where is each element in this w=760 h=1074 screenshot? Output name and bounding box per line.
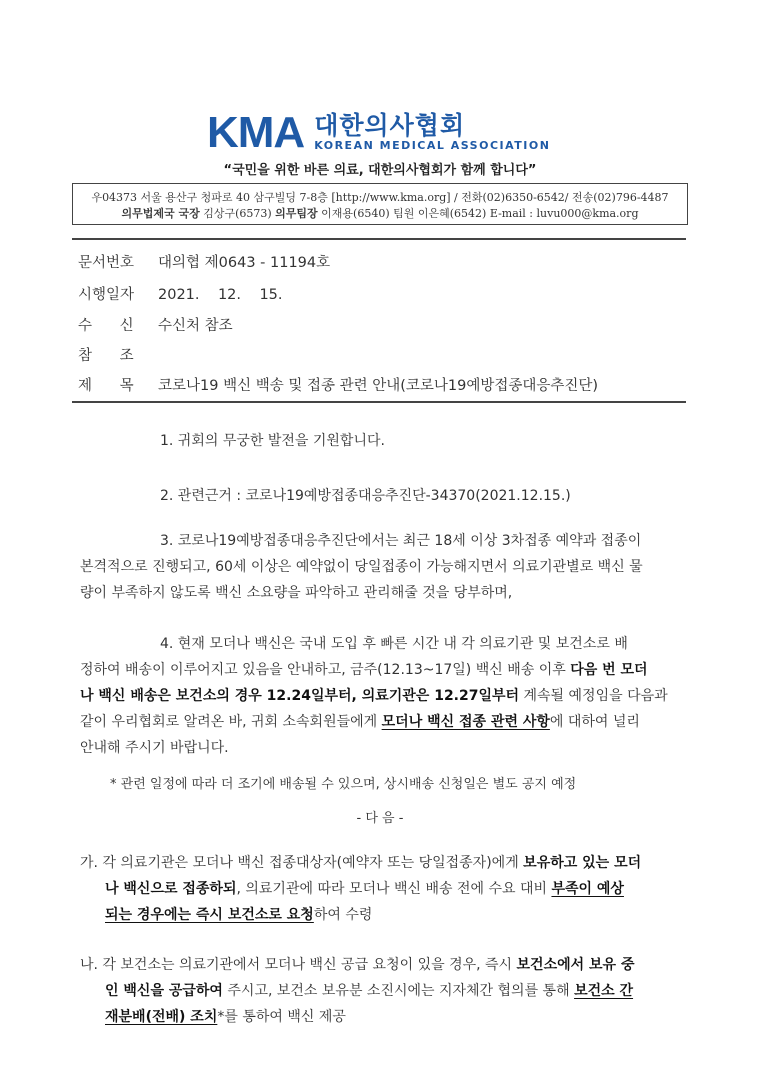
item-na-line-3: 재분배(전배) 조치*를 통하여 백신 제공 bbox=[105, 1009, 346, 1025]
meta-divider bbox=[72, 401, 686, 403]
header-divider bbox=[72, 238, 686, 240]
paragraph-3-line-2: 본격적으로 진행되고, 60세 이상은 예약없이 당일접종이 가능해지면서 의료기관별로 백신 물 bbox=[80, 559, 643, 575]
schedule-note: * 관련 일정에 따라 더 조기에 배송될 수 있으며, 상시배송 신청일은 별도 공지 예정 bbox=[110, 777, 577, 792]
recipient-row: 수 신 수신처 참조 bbox=[78, 318, 233, 334]
item-ga-line-1: 가. 각 의료기관은 모더나 백신 접종대상자(예약자 또는 당일접종자)에게 보유하고 있는 모더 bbox=[80, 855, 642, 871]
contact-address-line: 우04373 서울 용산구 청파로 40 삼구빌딩 7-8층 [http://www.kma.org] / 전화(02)6350-6542/ 전송(02)796-4487 bbox=[91, 191, 669, 204]
section-divider-label: - 다 음 - bbox=[356, 811, 404, 826]
paragraph-4-line-5: 안내해 주시기 바랍니다. bbox=[80, 740, 229, 756]
paragraph-1: 1. 귀회의 무궁한 발전을 기원합니다. bbox=[160, 433, 385, 449]
paragraph-4-line-4: 같이 우리협회로 알려온 바, 귀회 소속회원들에게 모더나 백신 접종 관련 사항에 대하여 널리 bbox=[80, 714, 640, 730]
item-na-line-1: 나. 각 보건소는 의료기관에서 모더나 백신 공급 요청이 있을 경우, 즉시 보건소에서 보유 중 bbox=[80, 957, 635, 973]
logo-name-kr: 대한의사협회 bbox=[314, 111, 466, 140]
contact-staff-line: 의무법제국 국장 김상구(6573) 의무팀장 이재용(6540) 팀원 이은혜(6542) E-mail : luvu000@kma.org bbox=[121, 207, 639, 220]
doc-date-row: 시행일자 2021. 12. 15. bbox=[78, 287, 283, 303]
paragraph-3-line-3: 량이 부족하지 않도록 백신 소요량을 파악하고 관리해줄 것을 당부하며, bbox=[80, 585, 513, 601]
paragraph-3-line-1: 3. 코로나19예방접종대응추진단에서는 최근 18세 이상 3차접종 예약과 접종이 bbox=[160, 533, 642, 549]
paragraph-4-line-3: 나 백신 배송은 보건소의 경우 12.24일부터, 의료기관은 12.27일부터 계속될 예정임을 다음과 bbox=[80, 688, 668, 704]
item-ga-line-3: 되는 경우에는 즉시 보건소로 요청하여 수령 bbox=[105, 907, 373, 923]
paragraph-4-line-2: 정하여 배송이 이루어지고 있음을 안내하고, 금주(12.13~17일) 백신 배송 이후 다음 번 모더 bbox=[80, 662, 648, 678]
kma-logo bbox=[207, 108, 551, 157]
logo-name-en: KOREAN MEDICAL ASSOCIATION bbox=[314, 139, 551, 152]
paragraph-2: 2. 관련근거 : 코로나19예방접종대응추진단-34370(2021.12.15.) bbox=[160, 488, 571, 504]
doc-number-row: 문서번호 대의협 제0643 - 11194호 bbox=[78, 255, 331, 271]
paragraph-4-line-1: 4. 현재 모더나 백신은 국내 도입 후 빠른 시간 내 각 의료기관 및 보건소로 배 bbox=[160, 636, 628, 652]
logo-mark: KMA bbox=[207, 108, 305, 157]
subject-row: 제 목 코로나19 백신 백송 및 접종 관련 안내(코로나19예방접종대응추진단) bbox=[78, 378, 599, 394]
item-na-line-2: 인 백신을 공급하여 주시고, 보건소 보유분 소진시에는 지자체간 협의를 통해 보건소 간 bbox=[105, 983, 634, 999]
item-ga-line-2: 나 백신으로 접종하되, 의료기관에 따라 모더나 백신 배송 전에 수요 대비 부족이 예상 bbox=[105, 881, 624, 897]
reference-row: 참 조 bbox=[78, 348, 134, 364]
slogan: “국민을 위한 바른 의료, 대한의사협회가 함께 합니다” bbox=[223, 163, 537, 178]
contact-box bbox=[72, 183, 688, 225]
